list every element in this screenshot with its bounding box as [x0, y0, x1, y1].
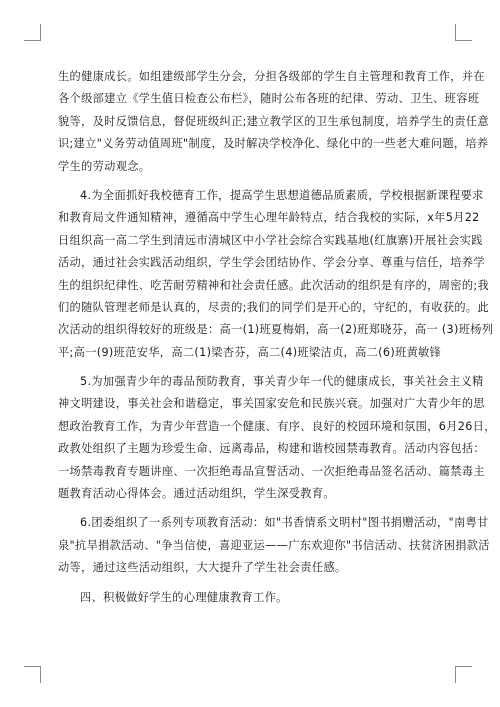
paragraph-student-management	[58, 66, 490, 178]
text-line: 和教育局文件通知精神，遵循高中学生心理年龄特点，结合我校的实际，x年5月22	[58, 211, 480, 225]
text-line: 们的随队管理老师是认真的，尽责的;我们的同学们是开心的，守纪的，有收获的。此	[58, 300, 490, 314]
text-line: 识;建立"义务劳动值周班"制度，及时解决学校净化、绿化中的一些老大难问题，培养	[58, 137, 489, 151]
text-line: 次活动的组织得较好的班级是：高一(1)班夏梅娟，高一(2)班郑晓芬，高一 (3)班杨列	[58, 323, 494, 337]
paragraph-item-4-social-practice	[58, 185, 494, 364]
section-heading-mental-health	[58, 587, 442, 609]
text-line: 生的组织纪律性、吃苦耐劳精神和社会责任感。此次活动的组织是有序的，周密的;我	[58, 278, 490, 292]
text-line: 想政治教育工作，为青少年营造一个健康、有序、良好的校园环境和氛围，6月26日，	[58, 419, 496, 433]
corner-crop-mark-bottom-right	[455, 666, 472, 683]
text-line: 各个级部建立《学生值日检查公布栏》，随时公布各班的纪律、劳动、卫生、班容班	[58, 92, 480, 106]
text-line: 貌等，及时反馈信息，督促班级纠正;建立教学区的卫生承包制度，培养学生的责任意	[58, 114, 490, 128]
text-line: 神文明建设，事关社会和谐稳定，事关国家安危和民族兴衰。加强对广大青少年的思	[58, 397, 485, 411]
text-line: 生的健康成长。如组建级部学生分会，分担各级部的学生自主管理和教育工作，并在	[58, 70, 485, 83]
corner-crop-mark-top-right	[455, 24, 472, 41]
text-line: 一场禁毒教育专题讲座、一次拒绝毒品宣誓活动、一次拒绝毒品签名活动、篇禁毒主	[58, 464, 485, 478]
text-line: 四、积极做好学生的心理健康教育工作。	[80, 590, 288, 604]
text-line: 活动，通过社会实践活动组织，学生学会团结协作、学会分享、尊重与信任，培养学	[58, 256, 485, 270]
text-line: 政教处组织了主题为珍爱生命、远离毒品，构建和谐校园禁毒教育。活动内容包括：	[58, 442, 485, 456]
corner-crop-mark-bottom-left	[24, 666, 41, 683]
text-line: 泉"抗旱捐款活动、"争当信使，喜迎亚运——广东欢迎你"书信活动、扶贫济困捐款活	[58, 538, 490, 552]
corner-crop-mark-top-left	[24, 24, 41, 41]
text-line: 平;高一(9)班范安华，高二(1)梁杏芬，高二(4)班梁洁贞，高二(6)班黄敏锋	[58, 345, 442, 359]
text-line: 题教育活动心得体会。通过活动组织，学生深受教育。	[58, 487, 335, 501]
text-line: 学生的劳动观念。	[58, 159, 151, 173]
text-line: 日组织高一高二学生到清远市清城区中小学社会综合实践基地(红旗寨)开展社会实践	[58, 233, 483, 247]
text-line: 4.为全面抓好我校德育工作，提高学生思想道德品质素质，学校根据新课程要求	[80, 188, 484, 202]
paragraph-item-5-drug-prevention	[58, 371, 496, 505]
paragraph-item-6-youth-league	[58, 512, 490, 579]
text-line: 6.团委组织了一系列专项教育活动：如"书香情系文明村"图书捐赠活动，"南粤甘	[80, 516, 489, 530]
text-line: 5.为加强青少年的毒品预防教育，事关青少年一代的健康成长，事关社会主义精	[80, 375, 484, 389]
text-line: 动等，通过这些活动组织，大大提升了学生社会责任感。	[58, 561, 347, 575]
document-body	[58, 66, 496, 609]
